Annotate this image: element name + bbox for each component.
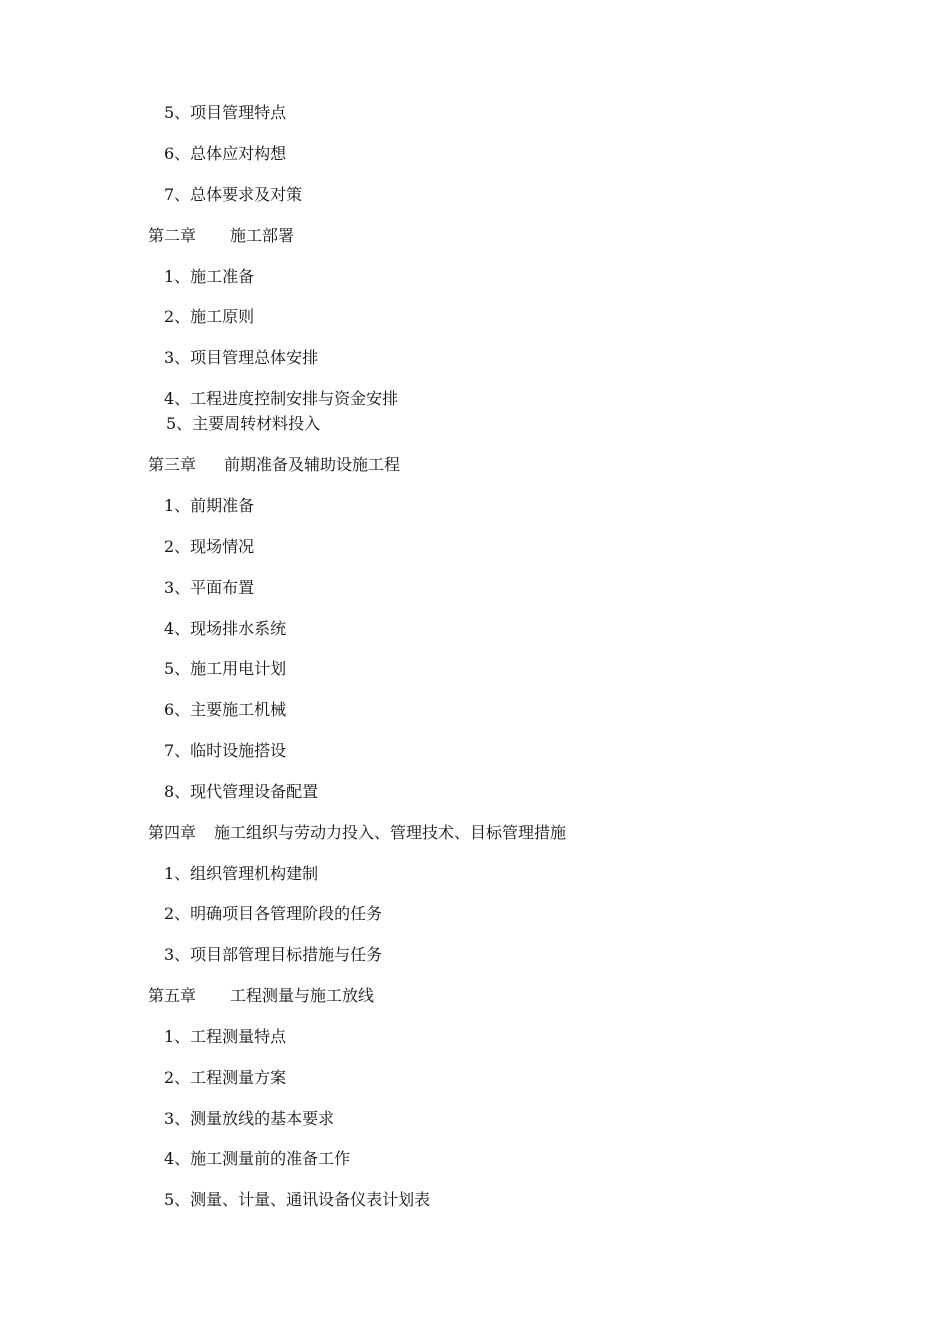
chapter-title: 施工部署 (230, 226, 295, 245)
toc-item: 5、测量、计量、通讯设备仪表计划表 (164, 1190, 431, 1209)
toc-item: 7、临时设施搭设 (164, 741, 287, 760)
chapter-heading (148, 823, 566, 843)
chapter-number: 第二章 (148, 226, 197, 245)
chapter-title: 施工组织与劳动力投入、管理技术、目标管理措施 (214, 823, 567, 842)
toc-item: 5、施工用电计划 (164, 659, 287, 678)
toc-item: 2、明确项目各管理阶段的任务 (164, 904, 383, 923)
toc-item: 3、平面布置 (164, 578, 255, 597)
toc-item: 5、主要周转材料投入 (166, 414, 321, 433)
chapter-title: 工程测量与施工放线 (230, 986, 375, 1005)
toc-item: 3、测量放线的基本要求 (164, 1109, 335, 1128)
chapter-number: 第三章 (148, 455, 197, 474)
toc-item: 4、施工测量前的准备工作 (164, 1149, 351, 1168)
toc-item: 3、项目部管理目标措施与任务 (164, 945, 383, 964)
toc-item: 7、总体要求及对策 (164, 185, 303, 204)
toc-item: 2、工程测量方案 (164, 1068, 287, 1087)
chapter-number: 第四章 (148, 823, 197, 842)
toc-item: 1、工程测量特点 (164, 1027, 287, 1046)
toc-item: 4、工程进度控制安排与资金安排 (164, 389, 399, 408)
toc-item: 2、现场情况 (164, 537, 255, 556)
chapter-heading (148, 455, 400, 475)
toc-item: 1、前期准备 (164, 496, 255, 515)
toc-item: 1、施工准备 (164, 267, 255, 286)
toc-item: 1、组织管理机构建制 (164, 864, 319, 883)
toc-item: 8、现代管理设备配置 (164, 782, 319, 801)
chapter-number: 第五章 (148, 986, 197, 1005)
toc-item: 5、项目管理特点 (164, 103, 287, 122)
chapter-heading (148, 226, 294, 246)
chapter-heading (148, 986, 374, 1006)
toc-item: 3、项目管理总体安排 (164, 348, 319, 367)
toc-item: 6、主要施工机械 (164, 700, 287, 719)
toc-item: 6、总体应对构想 (164, 144, 287, 163)
toc-item: 4、现场排水系统 (164, 619, 287, 638)
toc-item: 2、施工原则 (164, 307, 255, 326)
chapter-title: 前期准备及辅助设施工程 (224, 455, 401, 474)
